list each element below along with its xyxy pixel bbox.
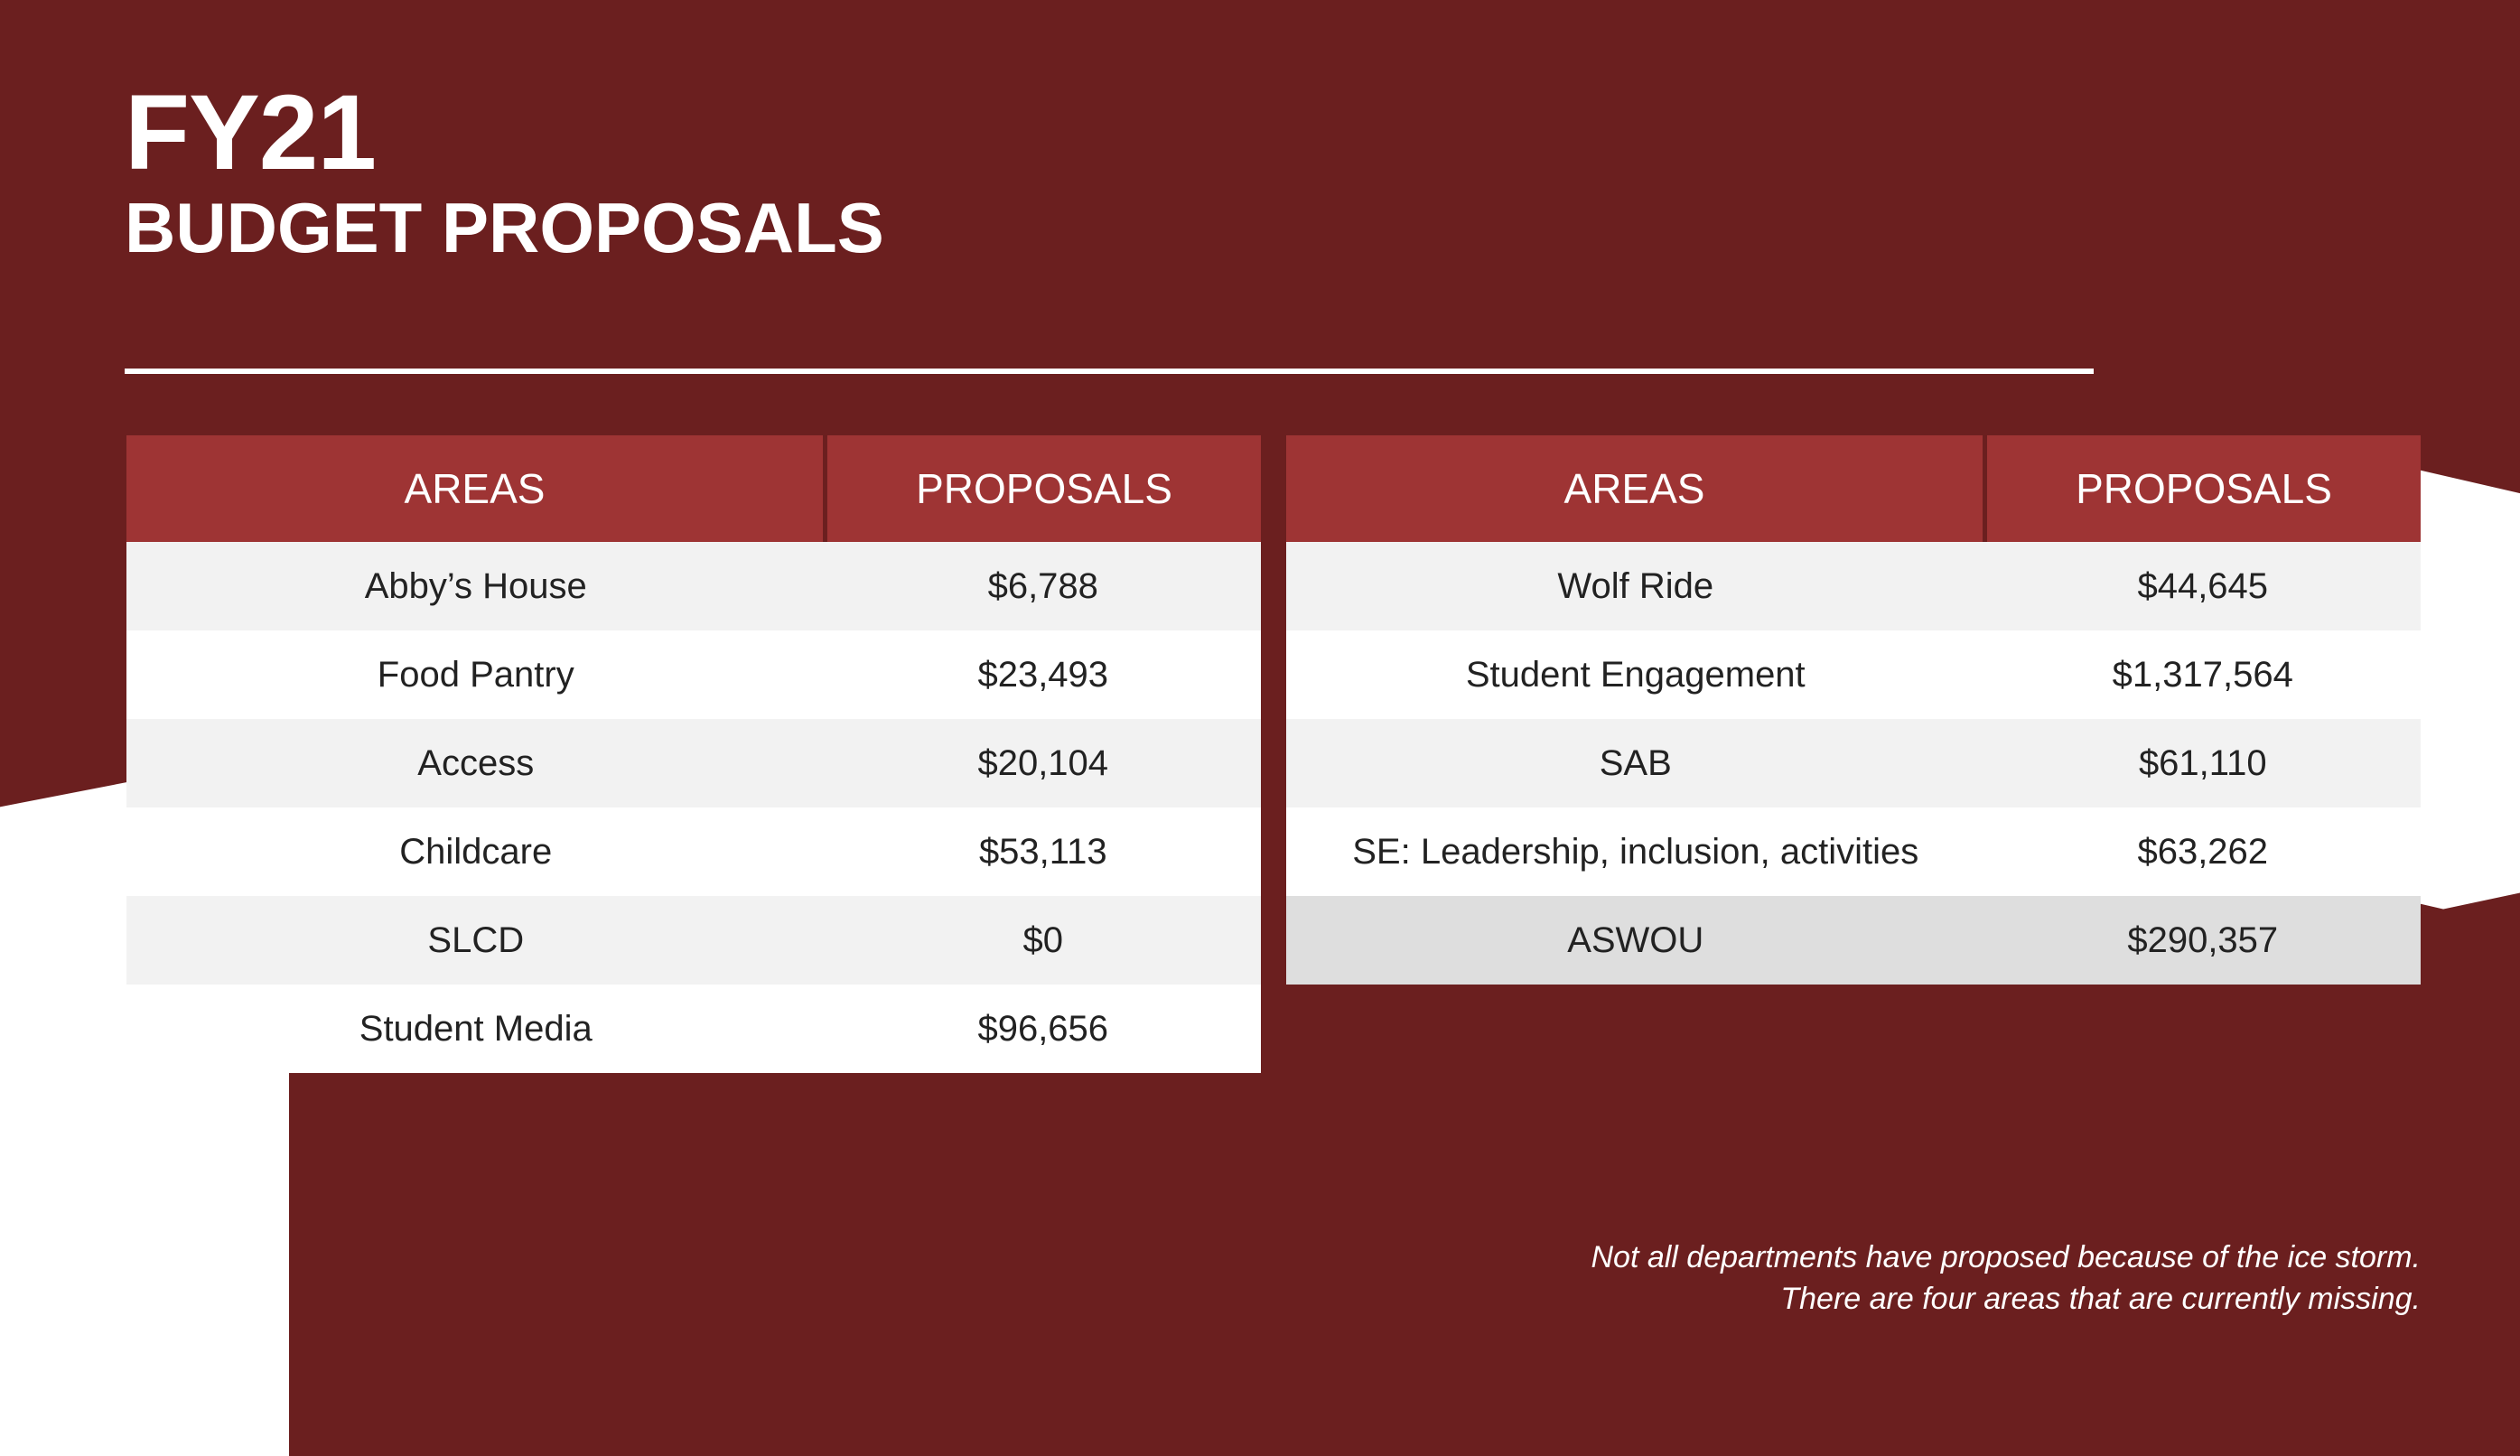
cell-proposal: $61,110 bbox=[1985, 719, 2422, 807]
table-row bbox=[1286, 542, 2421, 630]
cell-proposal: $53,113 bbox=[826, 807, 1262, 896]
cell-area: Childcare bbox=[126, 807, 826, 896]
table-row bbox=[1286, 807, 2421, 896]
table-row-highlighted bbox=[1286, 896, 2421, 985]
column-header-proposals: PROPOSALS bbox=[826, 435, 1262, 542]
cell-proposal: $44,645 bbox=[1985, 542, 2422, 630]
table-row bbox=[126, 985, 1261, 1073]
column-header-areas: AREAS bbox=[1286, 435, 1985, 542]
right-table-container bbox=[1286, 435, 2421, 985]
table-row bbox=[126, 719, 1261, 807]
cell-area: SAB bbox=[1286, 719, 1985, 807]
page-subtitle: BUDGET PROPOSALS bbox=[125, 188, 884, 267]
column-header-proposals: PROPOSALS bbox=[1985, 435, 2422, 542]
left-table-body bbox=[126, 542, 1261, 1073]
cell-proposal: $0 bbox=[826, 896, 1262, 985]
table-row bbox=[126, 896, 1261, 985]
cell-proposal: $96,656 bbox=[826, 985, 1262, 1073]
table-row bbox=[1286, 630, 2421, 719]
right-table-body bbox=[1286, 542, 2421, 985]
title-divider bbox=[125, 369, 2094, 374]
cell-area: Abby’s House bbox=[126, 542, 826, 630]
table-row bbox=[126, 630, 1261, 719]
cell-proposal: $23,493 bbox=[826, 630, 1262, 719]
column-header-areas: AREAS bbox=[126, 435, 826, 542]
right-budget-table bbox=[1286, 435, 2421, 985]
table-row bbox=[126, 542, 1261, 630]
right-table-header bbox=[1286, 435, 2421, 542]
footnote-line-2: There are four areas that are currently missing. bbox=[1780, 1281, 2421, 1316]
footnote bbox=[1246, 1237, 2421, 1321]
cell-proposal: $63,262 bbox=[1985, 807, 2422, 896]
page-title: FY21 bbox=[125, 73, 377, 192]
cell-area: SE: Leadership, inclusion, activities bbox=[1286, 807, 1985, 896]
left-budget-table bbox=[126, 435, 1261, 1073]
table-header-row bbox=[126, 435, 1261, 542]
cell-area: Student Engagement bbox=[1286, 630, 1985, 719]
cell-proposal: $1,317,564 bbox=[1985, 630, 2422, 719]
cell-proposal: $20,104 bbox=[826, 719, 1262, 807]
table-row bbox=[1286, 719, 2421, 807]
title-block bbox=[125, 73, 1976, 267]
cell-area: Food Pantry bbox=[126, 630, 826, 719]
cell-area: ASWOU bbox=[1286, 896, 1985, 985]
cell-proposal: $6,788 bbox=[826, 542, 1262, 630]
cell-area: SLCD bbox=[126, 896, 826, 985]
cell-proposal: $290,357 bbox=[1985, 896, 2422, 985]
table-header-row bbox=[1286, 435, 2421, 542]
cell-area: Access bbox=[126, 719, 826, 807]
footnote-line-1: Not all departments have proposed because of the ice storm. bbox=[1591, 1240, 2421, 1274]
cell-area: Wolf Ride bbox=[1286, 542, 1985, 630]
left-table-container bbox=[126, 435, 1261, 1073]
table-row bbox=[126, 807, 1261, 896]
left-table-header bbox=[126, 435, 1261, 542]
cell-area: Student Media bbox=[126, 985, 826, 1073]
